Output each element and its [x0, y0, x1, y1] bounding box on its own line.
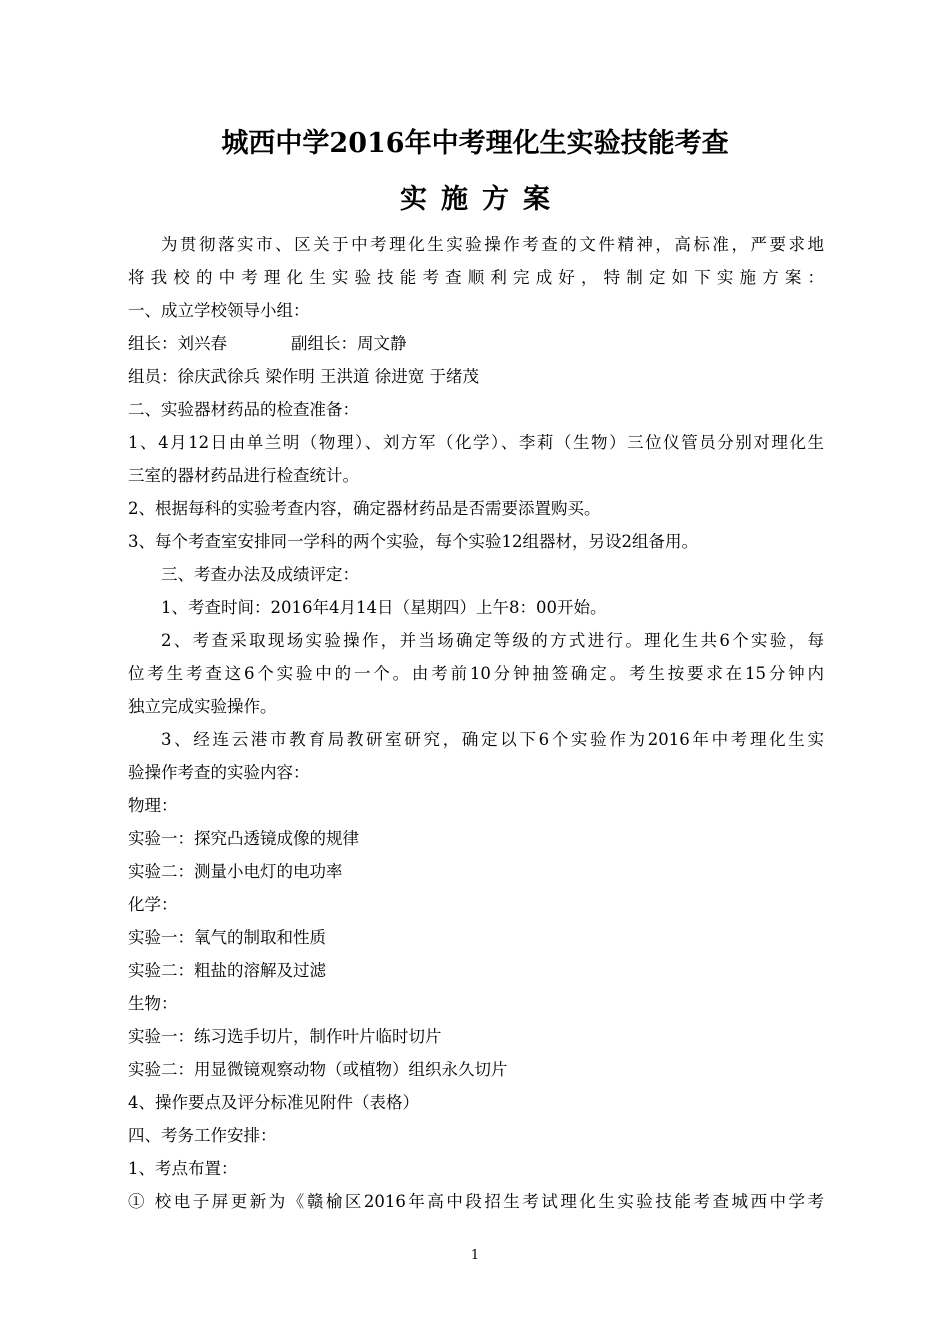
- experiment-item: 实验一：练习选手切片，制作叶片临时切片: [128, 1027, 442, 1046]
- section-heading: 三、考查办法及成绩评定：: [161, 565, 359, 584]
- paragraph-line: 1、考点布置：: [128, 1159, 238, 1178]
- experiment-item: 实验二：测量小电灯的电功率: [128, 862, 343, 881]
- subject-heading: 物理：: [128, 796, 178, 815]
- experiment-item: 实验二：粗盐的溶解及过滤: [128, 961, 326, 980]
- paragraph-line: ① 校电子屏更新为《赣榆区2016年高中段招生考试理化生实验技能考查城西中学考: [128, 1192, 824, 1211]
- paragraph-line: 1、4月12日由单兰明（物理）、刘方军（化学）、李莉（生物）三位仪管员分别对理化生: [128, 433, 824, 452]
- paragraph-line: 3、每个考查室安排同一学科的两个实验，每个实验12组器材，另设2组备用。: [128, 532, 698, 551]
- paragraph-line: 独立完成实验操作。: [128, 697, 277, 716]
- paragraph-line: 3、经连云港市教育局教研室研究，确定以下6个实验作为2016年中考理化生实: [161, 730, 824, 749]
- paragraph-line: 1、考查时间：2016年4月14日（星期四）上午8：00开始。: [161, 598, 607, 617]
- document-title: 城西中学2016年中考理化生实验技能考查: [221, 128, 729, 159]
- experiment-item: 实验一：氧气的制取和性质: [128, 928, 326, 947]
- paragraph-line: 2、考查采取现场实验操作，并当场确定等级的方式进行。理化生共6个实验，每: [161, 631, 824, 650]
- paragraph-line: 验操作考查的实验内容：: [128, 763, 310, 782]
- paragraph-line: 将我校的中考理化生实验技能考查顺利完成好，特制定如下实施方案：: [128, 268, 824, 287]
- document-body: [128, 228, 824, 1218]
- members-line: 组员：徐庆武徐兵 梁作明 王洪道 徐进宽 于绪茂: [128, 367, 479, 386]
- section-heading: 二、实验器材药品的检查准备：: [128, 400, 359, 419]
- subject-heading: 生物：: [128, 994, 178, 1013]
- paragraph-line: 三室的器材药品进行检查统计。: [128, 466, 359, 485]
- section-heading: 四、考务工作安排：: [128, 1126, 277, 1145]
- deputy-leader: 副组长：周文静: [291, 334, 407, 353]
- paragraph-line: 位考生考查这6个实验中的一个。由考前10分钟抽签确定。考生按要求在15分钟内: [128, 664, 824, 683]
- group-leader: 组长：刘兴春: [128, 334, 227, 353]
- document-subtitle: 实施方案: [400, 184, 564, 215]
- paragraph-line: 为贯彻落实市、区关于中考理化生实验操作考查的文件精神，高标准，严要求地: [161, 235, 824, 254]
- subject-heading: 化学：: [128, 895, 178, 914]
- page-number: 1: [470, 1248, 480, 1263]
- leader-line: [128, 327, 824, 360]
- paragraph-line: 2、根据每科的实验考查内容，确定器材药品是否需要添置购买。: [128, 499, 601, 518]
- experiment-item: 实验一：探究凸透镜成像的规律: [128, 829, 359, 848]
- paragraph-line: 4、操作要点及评分标准见附件（表格）: [128, 1093, 419, 1112]
- section-heading: 一、成立学校领导小组：: [128, 301, 310, 320]
- experiment-item: 实验二：用显微镜观察动物（或植物）组织永久切片: [128, 1060, 508, 1079]
